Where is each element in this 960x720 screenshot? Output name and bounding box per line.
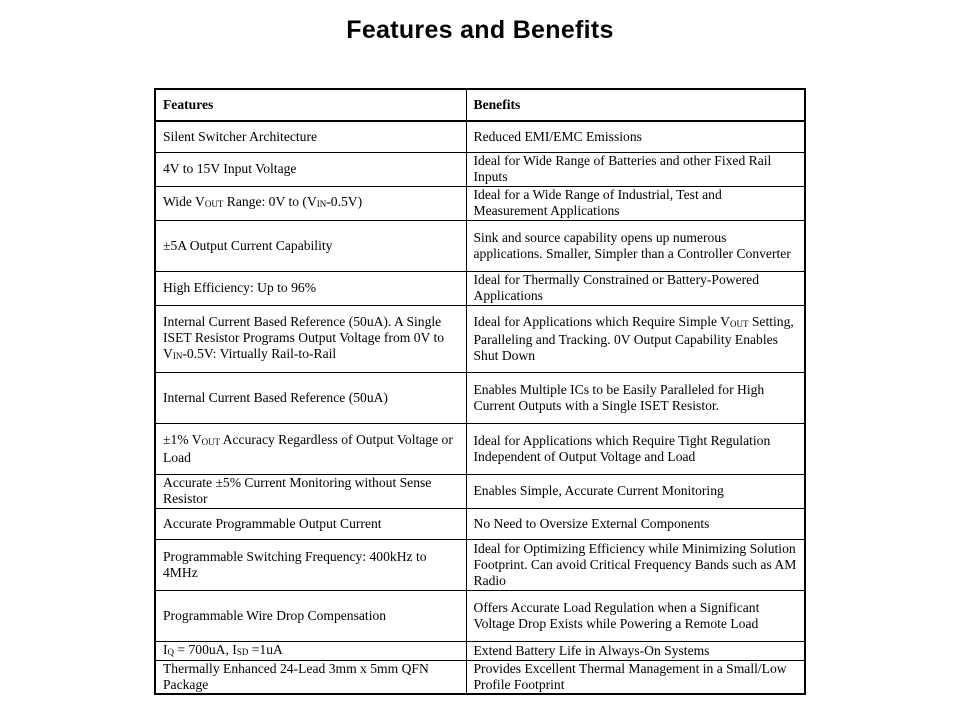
table-row: [155, 305, 805, 372]
benefit-cell: Ideal for a Wide Range of Industrial, Test and Measurement Applications: [466, 186, 805, 220]
benefit-cell: Enables Simple, Accurate Current Monitoring: [466, 474, 805, 508]
benefit-cell: Extend Battery Life in Always-On Systems: [466, 641, 805, 660]
benefit-cell: Provides Excellent Thermal Management in a Small/Low Profile Footprint: [466, 660, 805, 694]
benefit-cell: Sink and source capability opens up numerous applications. Smaller, Simpler than a Controller Converter: [466, 220, 805, 271]
table-row: [155, 660, 805, 694]
feature-cell: Programmable Wire Drop Compensation: [155, 590, 466, 641]
table-row: [155, 423, 805, 474]
feature-cell: Internal Current Based Reference (50uA). A Single ISET Resistor Programs Output Voltage from 0V to $V_{IN}-0.5V$: Virtually Rail-to-Rail: [155, 305, 466, 372]
feature-cell: ±5A Output Current Capability: [155, 220, 466, 271]
features-header: Features: [155, 89, 466, 121]
feature-cell: Accurate ±5% Current Monitoring without Sense Resistor: [155, 474, 466, 508]
benefit-cell: Ideal for Optimizing Efficiency while Minimizing Solution Footprint. Can avoid Critical Frequency Bands such as AM Radio: [466, 539, 805, 590]
table-row: [155, 186, 805, 220]
table-row: [155, 121, 805, 152]
benefit-cell: Ideal for Applications which Require Simple $V_{OUT}$ Setting, Paralleling and Tracking. 0V Output Capability Enables Shut Down: [466, 305, 805, 372]
feature-cell: 4V to 15V Input Voltage: [155, 152, 466, 186]
feature-cell: Accurate Programmable Output Current: [155, 508, 466, 539]
page-title: Features and Benefits: [346, 16, 614, 44]
table-row: [155, 590, 805, 641]
table-row: [155, 641, 805, 660]
table-row: [155, 271, 805, 305]
table-header-row: [155, 89, 805, 121]
feature-cell: Silent Switcher Architecture: [155, 121, 466, 152]
benefit-cell: Ideal for Wide Range of Batteries and other Fixed Rail Inputs: [466, 152, 805, 186]
table-row: [155, 152, 805, 186]
benefits-header: Benefits: [466, 89, 805, 121]
table-row: [155, 220, 805, 271]
benefit-cell: No Need to Oversize External Components: [466, 508, 805, 539]
table-row: [155, 372, 805, 423]
feature-cell: Internal Current Based Reference (50uA): [155, 372, 466, 423]
benefit-cell: Offers Accurate Load Regulation when a Significant Voltage Drop Exists while Powering a Remote Load: [466, 590, 805, 641]
feature-cell: $I_Q = 700uA$, $I_{SD} =1uA$: [155, 641, 466, 660]
feature-cell: Programmable Switching Frequency: 400kHz to 4MHz: [155, 539, 466, 590]
features-benefits-table: [154, 88, 806, 695]
table-row: [155, 474, 805, 508]
benefit-cell: Enables Multiple ICs to be Easily Paralleled for High Current Outputs with a Single ISET Resistor.: [466, 372, 805, 423]
benefit-cell: Ideal for Applications which Require Tight Regulation Independent of Output Voltage and Load: [466, 423, 805, 474]
feature-cell: Thermally Enhanced 24-Lead 3mm x 5mm QFN Package: [155, 660, 466, 694]
benefit-cell: Ideal for Thermally Constrained or Battery-Powered Applications: [466, 271, 805, 305]
feature-cell: High Efficiency: Up to 96%: [155, 271, 466, 305]
benefit-cell: Reduced EMI/EMC Emissions: [466, 121, 805, 152]
table-row: [155, 508, 805, 539]
table-row: [155, 539, 805, 590]
feature-cell: Wide $V_{OUT}$ Range: 0V to $(V_{IN}-0.5V)$: [155, 186, 466, 220]
feature-cell: ±1% $V_{OUT}$ Accuracy Regardless of Output Voltage or Load: [155, 423, 466, 474]
